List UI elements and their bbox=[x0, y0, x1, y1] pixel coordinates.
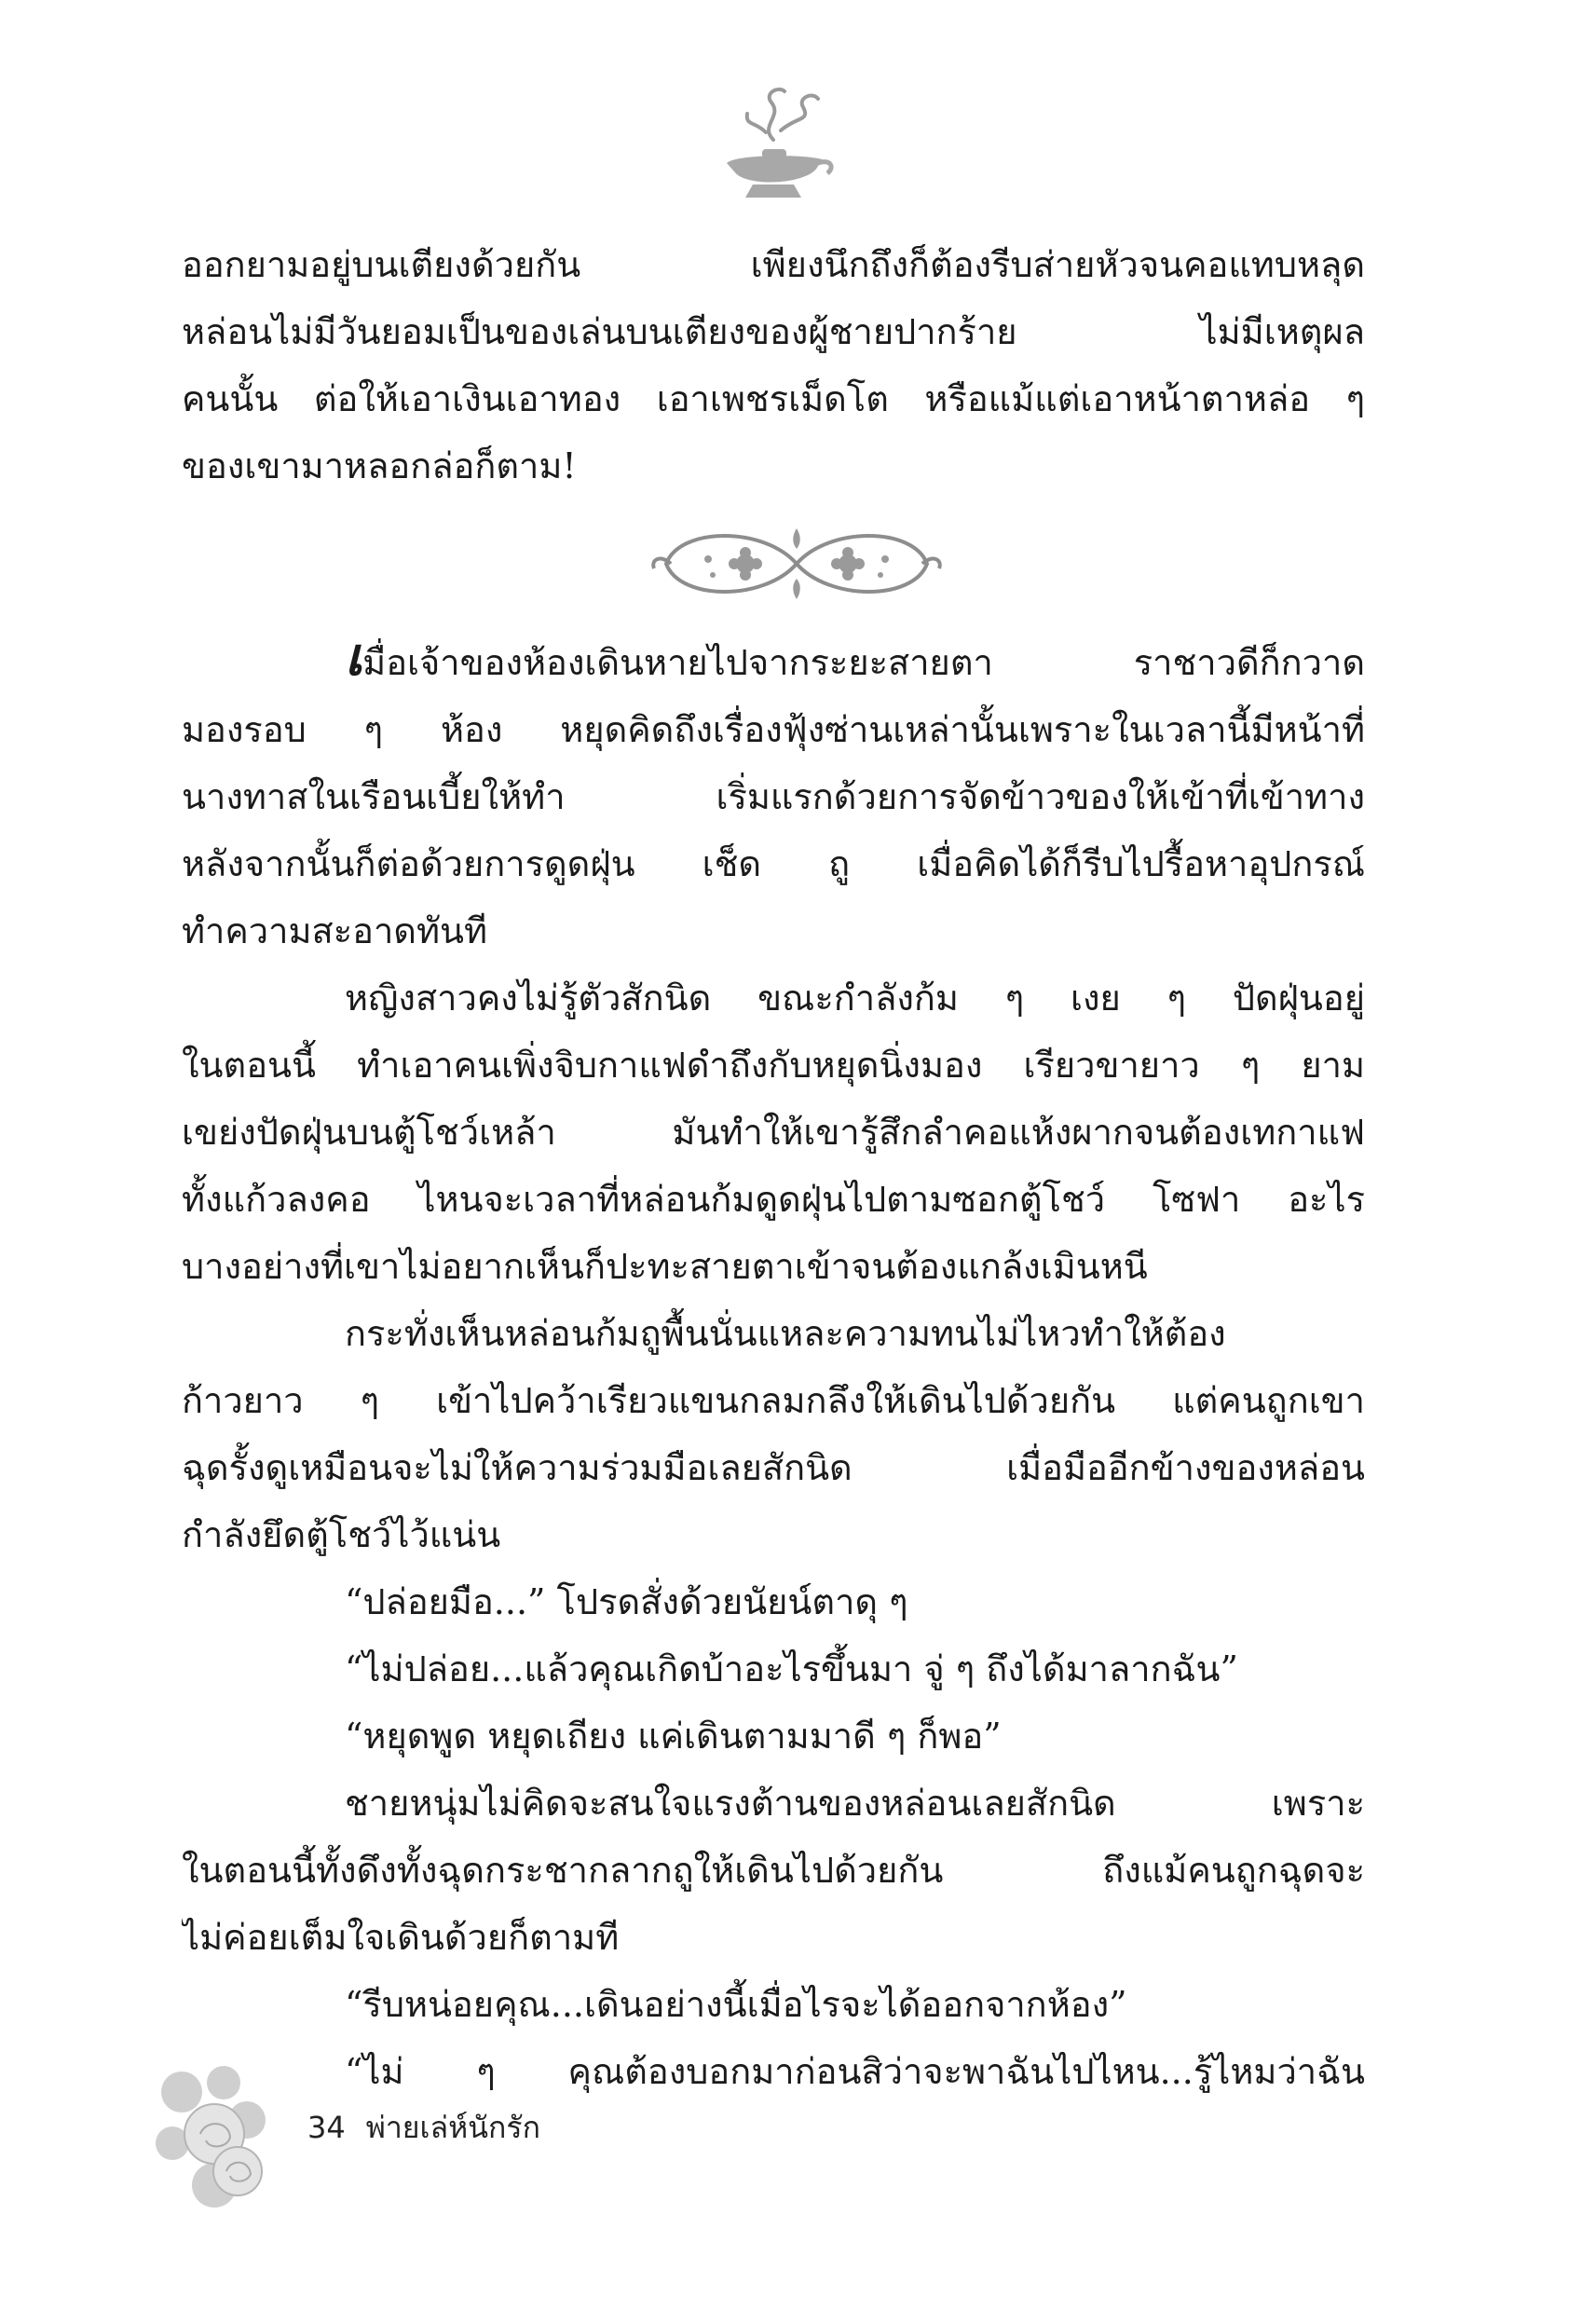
text-line: ของเขามาหลอกล่อก็ตาม! bbox=[182, 445, 577, 486]
text-line: ฉุดรั้งดูเหมือนจะไม่ให้ความร่วมมือเลยสักนิด เมื่อมืออีกข้างของหล่อน bbox=[182, 1447, 1365, 1488]
text-line: หญิงสาวคงไม่รู้ตัวสักนิด ขณะกำลังก้ม ๆ เงย ๆ ปัดฝุ่นอยู่ bbox=[345, 978, 1365, 1019]
text-line: ทั้งแก้วลงคอ ไหนจะเวลาที่หล่อนก้มดูดฝุ่นไปตามซอกตู้โชว์ โซฟา อะไร bbox=[182, 1179, 1365, 1220]
dialogue-line: “หยุดพูด หยุดเถียง แค่เดินตามมาดี ๆ ก็พอ” bbox=[345, 1716, 1002, 1757]
text-line: ในตอนนี้ทั้งดึงทั้งฉุดกระชากลากถูให้เดินไปด้วยกัน ถึงแม้คนถูกฉุดจะ bbox=[182, 1850, 1365, 1891]
text-line: คนนั้น ต่อให้เอาเงินเอาทอง เอาเพชรเม็ดโต หรือแม้แต่เอาหน้าตาหล่อ ๆ bbox=[182, 378, 1365, 419]
text-line: ไม่ค่อยเต็มใจเดินด้วยก็ตามที bbox=[182, 1917, 620, 1958]
text-line: มองรอบ ๆ ห้อง หยุดคิดถึงเรื่องฟุ้งซ่านเหล่านั้นเพราะในเวลานี้มีหน้าที่ bbox=[182, 709, 1365, 750]
first-line bbox=[182, 629, 1365, 696]
text-line: ในตอนนี้ ทำเอาคนเพิ่งจิบกาแฟดำถึงกับหยุดนิ่งมอง เรียวขายาว ๆ ยาม bbox=[182, 1045, 1365, 1086]
dialogue-line: “ไม่ ๆ คุณต้องบอกมาก่อนสิว่าจะพาฉันไปไหน...รู้ไหมว่าฉัน bbox=[345, 2051, 1365, 2092]
dialogue-line: “รีบหน่อยคุณ...เดินอย่างนี้เมื่อไรจะได้ออกจากห้อง” bbox=[345, 1984, 1127, 2025]
main-text bbox=[182, 629, 1365, 2105]
text-line: กำลังยึดตู้โชว์ไว้แน่น bbox=[182, 1514, 501, 1555]
text-line: เขย่งปัดฝุ่นบนตู้โชว์เหล้า มันทำให้เขารู้สึกลำคอแห้งผากจนต้องเทกาแฟ bbox=[182, 1112, 1365, 1153]
floral-infinity-divider bbox=[643, 517, 950, 610]
page-number: 34 bbox=[307, 2110, 346, 2145]
text-line: หล่อนไม่มีวันยอมเป็นของเล่นบนเตียงของผู้ชายปากร้าย ไม่มีเหตุผล bbox=[182, 311, 1365, 352]
genie-lamp-icon bbox=[708, 75, 839, 214]
book-title: พ่ายเล่ห์นักรัก bbox=[365, 2110, 540, 2145]
text-line: กระทั่งเห็นหล่อนก้มถูพื้นนั่นแหละความทนไม่ไหวทำให้ต้อง bbox=[345, 1313, 1226, 1354]
text-line: ชายหนุ่มไม่คิดจะสนใจแรงต้านของหล่อนเลยสักนิด เพราะ bbox=[345, 1783, 1365, 1824]
text-line: ออกยามอยู่บนเตียงด้วยกัน เพียงนึกถึงก็ต้องรีบส่ายหัวจนคอแทบหลุด bbox=[182, 244, 1365, 285]
dialogue-line: “ไม่ปล่อย...แล้วคุณเกิดบ้าอะไรขึ้นมา จู่ ๆ ถึงได้มาลากฉัน” bbox=[345, 1648, 1238, 1689]
opening-paragraph bbox=[182, 231, 1365, 499]
page-footer bbox=[307, 2104, 540, 2152]
first-line-text: มื่อเจ้าของห้องเดินหายไปจากระยะสายตา ราชาวดีก็กวาด bbox=[362, 642, 1365, 683]
text-line: หลังจากนั้นก็ต่อด้วยการดูดฝุ่น เช็ด ถู เมื่อคิดได้ก็รีบไปรื้อหาอุปกรณ์ bbox=[182, 843, 1365, 884]
rose-bouquet-icon bbox=[144, 2055, 284, 2218]
drop-cap: เ bbox=[345, 629, 363, 688]
text-line: นางทาสในเรือนเบี้ยให้ทำ เริ่มแรกด้วยการจัดข้าวของให้เข้าที่เข้าทาง bbox=[182, 776, 1365, 817]
text-line: บางอย่างที่เขาไม่อยากเห็นก็ปะทะสายตาเข้าจนต้องแกล้งเมินหนี bbox=[182, 1246, 1148, 1287]
text-line: ทำความสะอาดทันที bbox=[182, 910, 488, 951]
text-line: ก้าวยาว ๆ เข้าไปคว้าเรียวแขนกลมกลึงให้เดินไปด้วยกัน แต่คนถูกเขา bbox=[182, 1380, 1365, 1421]
dialogue-line: “ปล่อยมือ...” โปรดสั่งด้วยนัยน์ตาดุ ๆ bbox=[345, 1581, 908, 1622]
